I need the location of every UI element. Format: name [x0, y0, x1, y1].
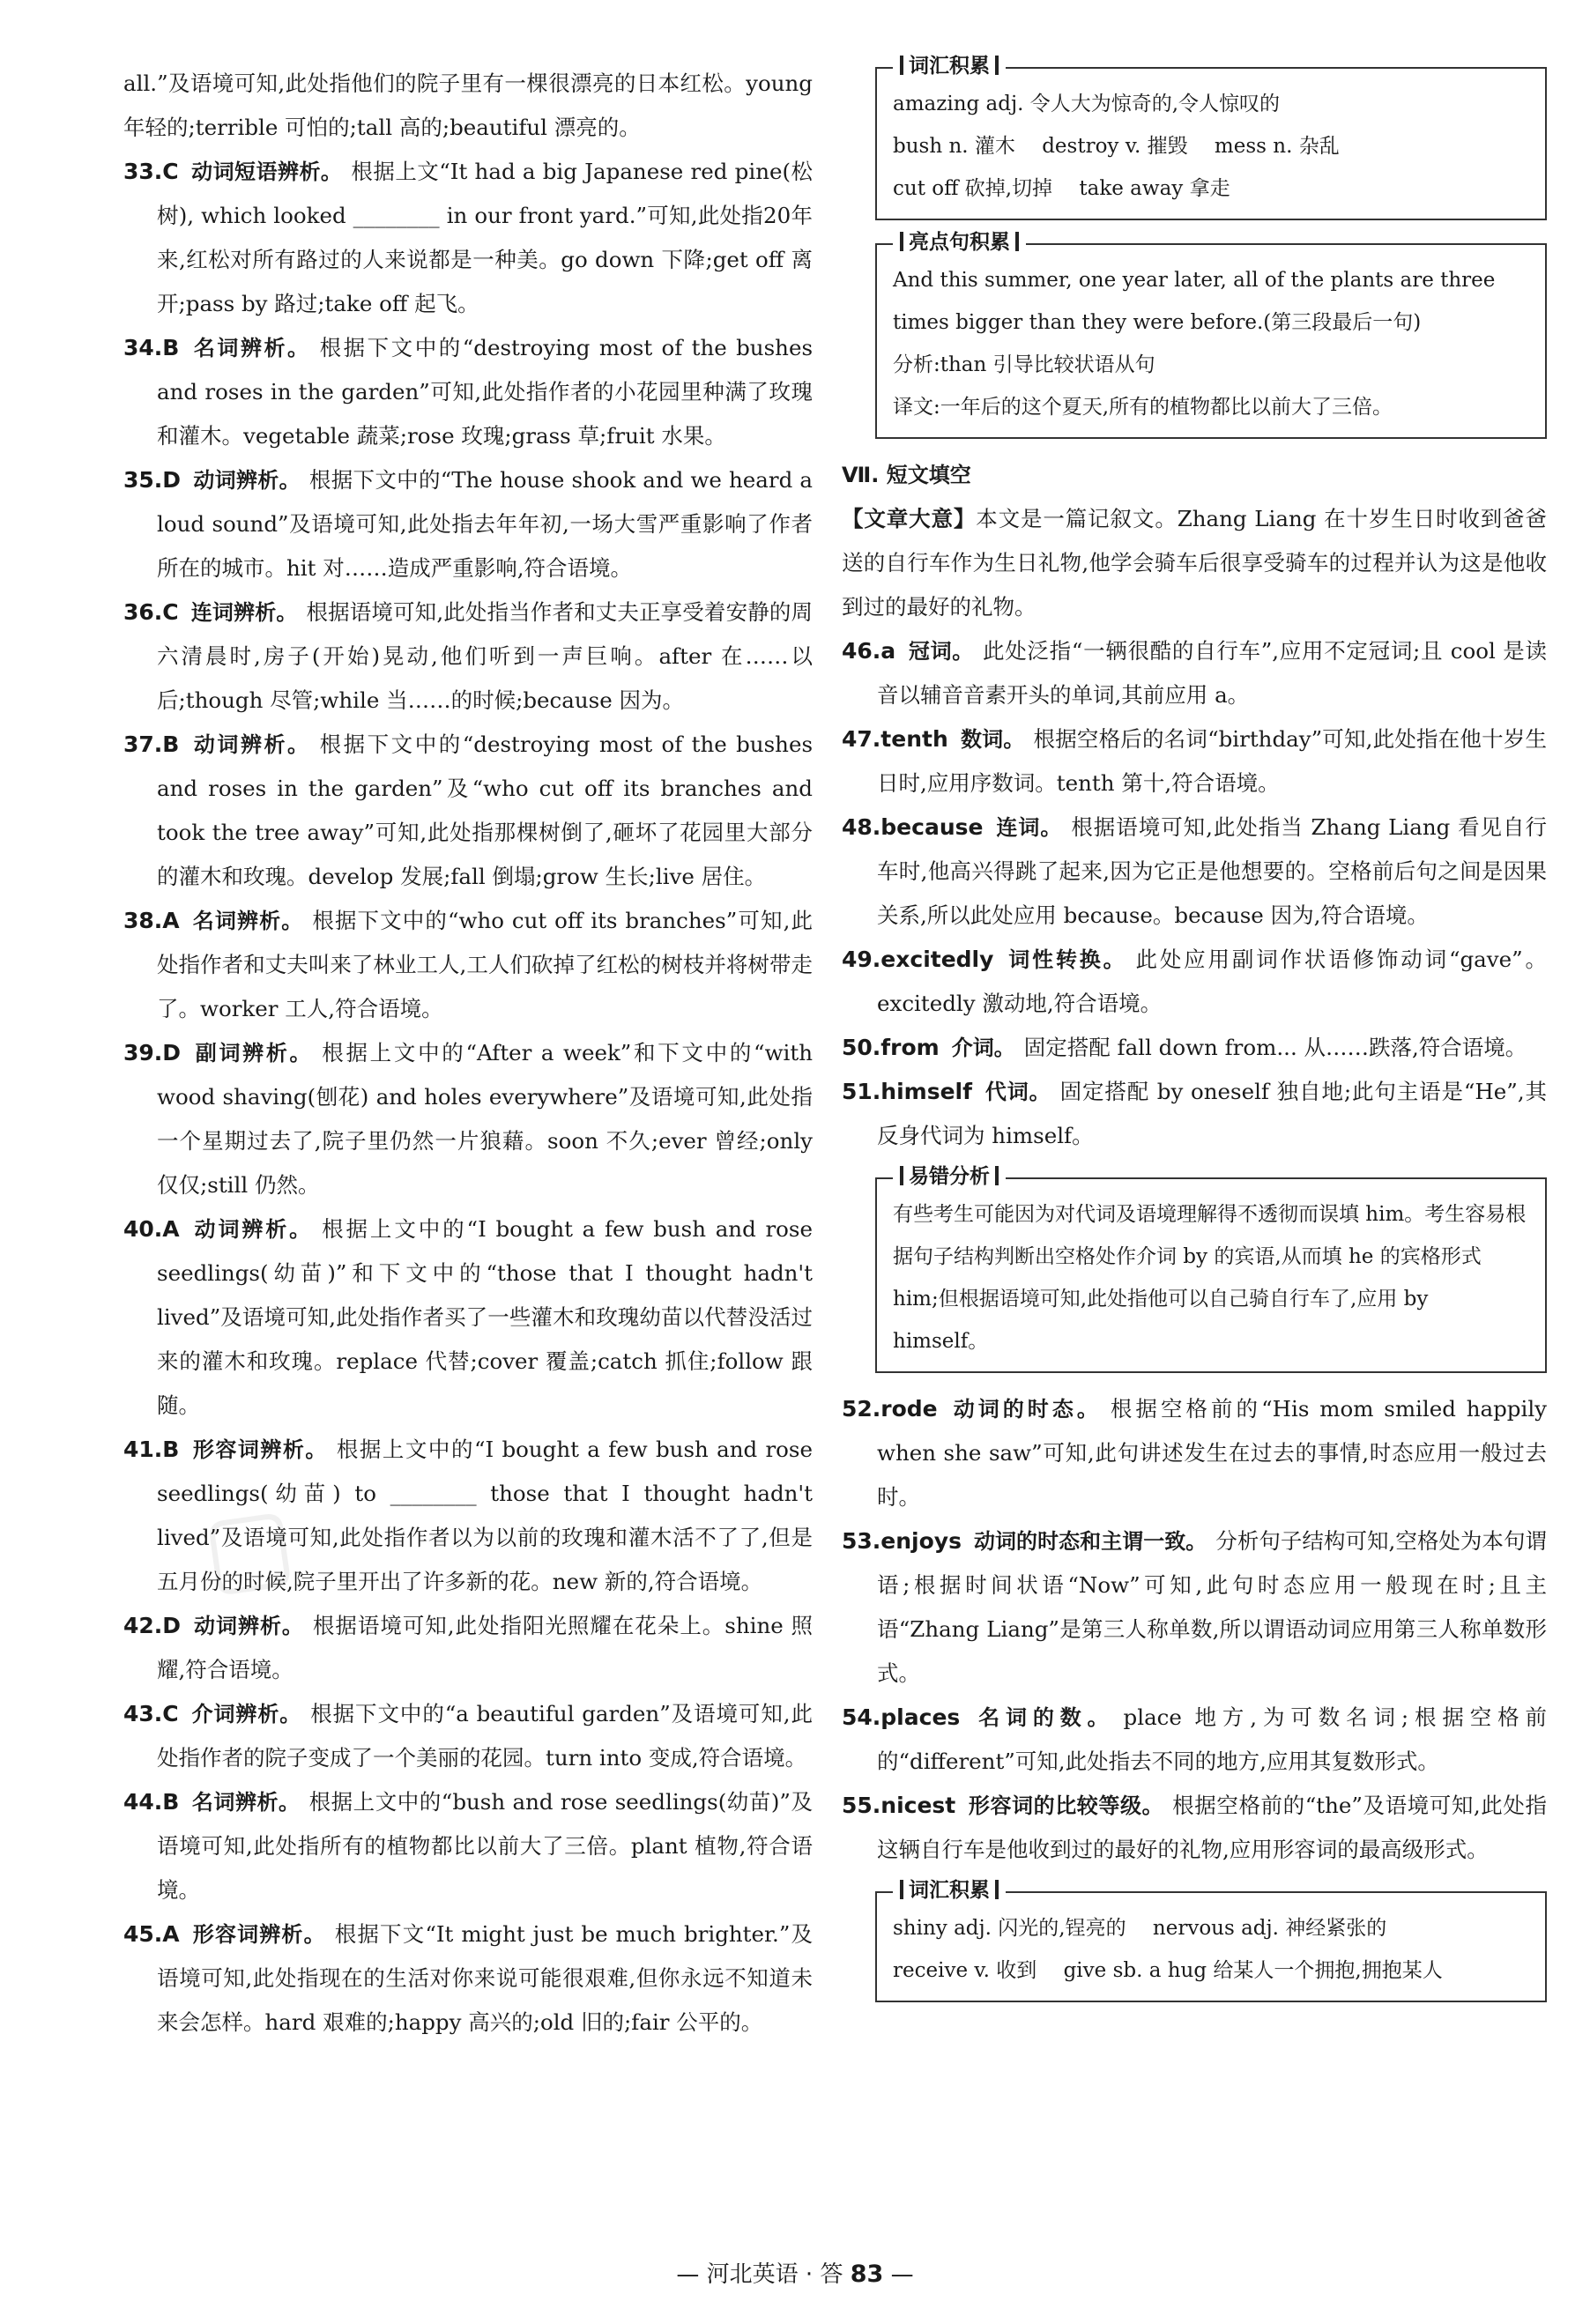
answer-number: 35.D — [123, 467, 182, 493]
answer-number: 41.B — [123, 1437, 180, 1462]
answer-item — [842, 629, 1547, 717]
answer-type: 连词。 — [995, 815, 1063, 840]
answer-type: 副词辨析。 — [193, 1041, 314, 1065]
answer-explanation: 根据空格后的名词“birthday”可知,此处指在他十岁生日时,应用序数词。tenth 第十,符合语境。 — [877, 726, 1548, 796]
answer-item — [123, 1692, 813, 1780]
answer-item — [842, 1519, 1547, 1696]
answer-explanation: 根据语境可知,此处指阳光照耀在花朵上。shine 照耀,符合语境。 — [157, 1613, 814, 1682]
answer-item — [123, 458, 813, 590]
answer-explanation: 根据语境可知,此处指当 Zhang Liang 看见自行车时,他高兴得跳了起来,因为它正是他想要的。空格前后句之间是因果关系,所以此处应用 because。because 因为,符合语境。 — [877, 814, 1547, 928]
answer-item — [842, 1387, 1547, 1519]
answer-type: 动词辨析。 — [191, 1217, 314, 1242]
box-title: 易错分析 — [893, 1163, 1006, 1190]
answer-explanation: place 地方,为可数名词;根据空格前的“different”可知,此处指去不同的地方,应用其复数形式。 — [877, 1704, 1547, 1774]
answer-type: 动词短语辨析。 — [190, 160, 343, 184]
answer-number: 53.enjoys — [842, 1528, 962, 1554]
page-footer — [0, 2256, 1590, 2289]
vocab-box-2 — [875, 1879, 1547, 2002]
answer-explanation: 根据下文中的“The house shook and we heard a loud sound”及语境可知,此处指去年年初,一场大雪严重影响了作者所在的城市。hit 对……造成严重影响,符合语境。 — [157, 467, 813, 581]
answer-number: 46.a — [842, 638, 896, 664]
answer-number: 45.A — [123, 1921, 180, 1947]
answer-type: 动词辨析。 — [191, 732, 311, 757]
summary-tag: 【文章大意】 — [842, 506, 977, 531]
box-line: cut off 砍掉,切掉 take away 拿走 — [893, 177, 1230, 200]
answer-item — [123, 62, 813, 150]
answer-explanation: 根据上文中的“I bought a few bush and rose seedlings(幼苗)”和下文中的“those that I thought hadn't lived”及语境可知,此处指作者买了一些灌木和玫瑰幼苗以代替没活过来的灌木和玫瑰。replace 代替;cover 覆盖;catch 抓住;follow 跟随。 — [157, 1216, 814, 1418]
answer-type: 连词辨析。 — [190, 600, 298, 625]
answer-item — [123, 899, 813, 1031]
answer-item — [123, 723, 813, 899]
footer-dash: — — [883, 2261, 914, 2288]
answer-type: 名词辨析。 — [191, 1790, 301, 1815]
box-line: 译文:一年后的这个夏天,所有的植物都比以前大了三倍。 — [893, 396, 1393, 419]
article-summary — [842, 497, 1547, 629]
box-line: And this summer, one year later, all of the plants are three times bigger than they were before.(第三段最后一句) — [893, 269, 1496, 334]
answer-explanation: 根据空格前的“the”及语境可知,此处指这辆自行车是他收到过的最好的礼物,应用形容词的最高级形式。 — [877, 1793, 1547, 1862]
answer-type: 冠词。 — [908, 639, 975, 664]
answer-item — [842, 1784, 1547, 1872]
box-line: 有些考生可能因为对代词及语境理解得不透彻而误填 him。考生容易根据句子结构判断出空格处作介词 by 的宾语,从而填 he 的宾格形式 him;但根据语境可知,此处指他可以自己骑自行车了,应用 by himself。 — [893, 1203, 1527, 1353]
answer-item — [842, 1696, 1547, 1784]
answer-item — [842, 717, 1547, 806]
answer-item — [123, 326, 813, 458]
answer-number: 54.places — [842, 1704, 961, 1730]
box-title: 词汇积累 — [893, 1877, 1006, 1904]
answer-type: 介词。 — [951, 1036, 1015, 1060]
answer-explanation: 此处泛指“一辆很酷的自行车”,应用不定冠词;且 cool 是读音以辅音音素开头的单词,其前应用 a。 — [877, 638, 1547, 708]
answer-explanation: 根据下文中的“who cut off its branches”可知,此处指作者和丈夫叫来了林业工人,工人们砍掉了红松的树枝并将树带走了。worker 工人,符合语境。 — [157, 908, 814, 1021]
answer-explanation: 固定搭配 fall down from... 从……跌落,符合语境。 — [1023, 1035, 1527, 1060]
answer-explanation: all.”及语境可知,此处指他们的院子里有一棵很漂亮的日本红松。young 年轻的;terrible 可怕的;tall 高的;beautiful 漂亮的。 — [123, 71, 813, 140]
answer-explanation: 根据下文中的“a beautiful garden”及语境可知,此处指作者的院子变成了一个美丽的花园。turn into 变成,符合语境。 — [157, 1701, 814, 1771]
box-line: 分析:than 引导比较状语从句 — [893, 353, 1155, 376]
answer-type: 名词的数。 — [972, 1705, 1115, 1730]
answer-explanation: 根据下文中的“destroying most of the bushes and roses in the garden”及“who cut off its branches and took the tree away”可知,此处指那棵树倒了,砸坏了花园里大部分的灌木和玫瑰。develop 发展;fall 倒塌;grow 生长;live 居住。 — [157, 731, 814, 889]
answer-explanation: 分析句子结构可知,空格处为本句谓语;根据时间状语“Now”可知,此句时态应用一般现在时;且主语“Zhang Liang”是第三人称单数,所以谓语动词应用第三人称单数形式。 — [877, 1528, 1547, 1686]
answer-type: 名词辨析。 — [191, 909, 304, 933]
answer-number: 47.tenth — [842, 726, 948, 752]
answer-explanation: 固定搭配 by oneself 独自地;此句主语是“He”,其反身代词为 himself。 — [877, 1079, 1548, 1148]
answer-number: 39.D — [123, 1040, 182, 1065]
error-analysis-box — [875, 1165, 1547, 1373]
answer-explanation: 此处应用副词作状语修饰动词“gave”。excitedly 激动地,符合语境。 — [877, 947, 1547, 1016]
vocab-box-1 — [875, 55, 1547, 220]
box-title: 词汇积累 — [893, 53, 1006, 79]
answer-number: 48.because — [842, 814, 984, 840]
answer-item — [123, 590, 813, 723]
answer-item — [842, 938, 1547, 1026]
left-column — [123, 62, 813, 2045]
highlight-sentence-box — [875, 231, 1547, 439]
answer-explanation: 根据上文中的“I bought a few bush and rose seedlings(幼苗) to ________ those that I thought hadn't lived”及语境可知,此处指作者以为以前的玫瑰和灌木活不了了,但是五月份的时候,院子里开出了许多新的花。new 新的,符合语境。 — [157, 1437, 814, 1594]
answer-type: 形容词辨析。 — [191, 1922, 326, 1947]
answer-number: 43.C — [123, 1701, 179, 1726]
page-number: 83 — [850, 2261, 884, 2288]
answer-item — [123, 1604, 813, 1692]
box-title: 亮点句积累 — [893, 229, 1026, 256]
answer-type: 形容词辨析。 — [191, 1437, 328, 1462]
answer-number: 55.nicest — [842, 1793, 956, 1818]
answer-number: 34.B — [123, 335, 180, 360]
answer-type: 形容词的比较等级。 — [968, 1793, 1164, 1818]
answer-number: 49.excitedly — [842, 947, 994, 972]
answer-type: 动词辨析。 — [193, 1614, 304, 1638]
answer-explanation: 根据下文中的“destroying most of the bushes and roses in the garden”可知,此处指作者的小花园里种满了玫瑰和灌木。vegetable 蔬菜;rose 玫瑰;grass 草;fruit 水果。 — [157, 335, 814, 449]
answer-explanation: 根据上文中的“After a week”和下文中的“with wood shaving(刨花) and holes everywhere”及语境可知,此处指一个星期过去了,院子里仍然一片狼藉。soon 不久;ever 曾经;only 仅仅;still 仍然。 — [157, 1040, 813, 1198]
answer-item — [123, 1780, 813, 1912]
answer-explanation: 根据上文“It had a big Japanese red pine(松树), which looked ________ in our front yard.”可知,此处指20年来,红松对所有路过的人来说都是一种美。go down 下降;get off 离开;pass by 路过;take off 起飞。 — [157, 159, 813, 316]
answer-number: 42.D — [123, 1613, 182, 1638]
answer-type: 动词的时态和主谓一致。 — [973, 1529, 1207, 1554]
answer-explanation: 根据空格前的“His mom smiled happily when she saw”可知,此句讲述发生在过去的事情,时态应用一般过去时。 — [877, 1396, 1547, 1510]
answer-explanation: 根据语境可知,此处指当作者和丈夫正享受着安静的周六清晨时,房子(开始)晃动,他们听到一声巨响。after 在……以后;though 尽管;while 当……的时候;because 因为。 — [157, 599, 813, 713]
answer-item — [123, 1207, 813, 1428]
answer-item — [842, 1026, 1547, 1070]
answer-item — [123, 150, 813, 326]
footer-label: — 河北英语 · 答 — [676, 2261, 851, 2288]
answer-number: 44.B — [123, 1789, 180, 1815]
answer-number: 52.rode — [842, 1396, 938, 1422]
answer-type: 介词辨析。 — [190, 1702, 302, 1726]
answer-item — [123, 1031, 813, 1207]
answer-type: 数词。 — [960, 727, 1025, 752]
answer-item — [123, 1428, 813, 1604]
box-line: shiny adj. 闪光的,锃亮的 nervous adj. 神经紧张的 — [893, 1917, 1387, 1940]
answer-number: 40.A — [123, 1216, 180, 1242]
answer-explanation: 根据下文“It might just be much brighter.”及语境可知,此处指现在的生活对你来说可能很艰难,但你永远不知道未来会怎样。hard 艰难的;happy 高兴的;old 旧的;fair 公平的。 — [157, 1921, 813, 2035]
summary-text: 本文是一篇记叙文。Zhang Liang 在十岁生日时收到爸爸送的自行车作为生日礼物,他学会骑车后很享受骑车的过程并认为这是他收到过的最好的礼物。 — [842, 506, 1547, 620]
answer-number: 51.himself — [842, 1079, 972, 1104]
answer-number: 50.from — [842, 1035, 940, 1060]
watermark: ▢ — [195, 1483, 302, 1608]
answer-type: 词性转换。 — [1006, 947, 1127, 972]
answer-explanation: 根据上文中的“bush and rose seedlings(幼苗)”及语境可知,此处指所有的植物都比以前大了三倍。plant 植物,符合语境。 — [157, 1789, 813, 1903]
answer-number: 37.B — [123, 731, 180, 757]
answer-item — [842, 806, 1547, 938]
answer-item — [123, 1912, 813, 2045]
box-line: amazing adj. 令人大为惊奇的,令人惊叹的 — [893, 93, 1281, 115]
answer-type: 动词的时态。 — [949, 1397, 1102, 1422]
box-line: receive v. 收到 give sb. a hug 给某人一个拥抱,拥抱某人 — [893, 1959, 1443, 1982]
section-heading: Ⅶ. 短文填空 — [842, 463, 971, 487]
answer-type: 名词辨析。 — [191, 336, 311, 360]
answer-type: 动词辨析。 — [193, 468, 301, 493]
answer-number: 36.C — [123, 599, 179, 625]
answer-item — [842, 1070, 1547, 1158]
box-line: bush n. 灌木 destroy v. 摧毁 mess n. 杂乱 — [893, 135, 1340, 158]
right-column — [842, 55, 1548, 2016]
answer-type: 代词。 — [984, 1080, 1051, 1104]
answer-number: 33.C — [123, 159, 179, 184]
answer-number: 38.A — [123, 908, 180, 933]
